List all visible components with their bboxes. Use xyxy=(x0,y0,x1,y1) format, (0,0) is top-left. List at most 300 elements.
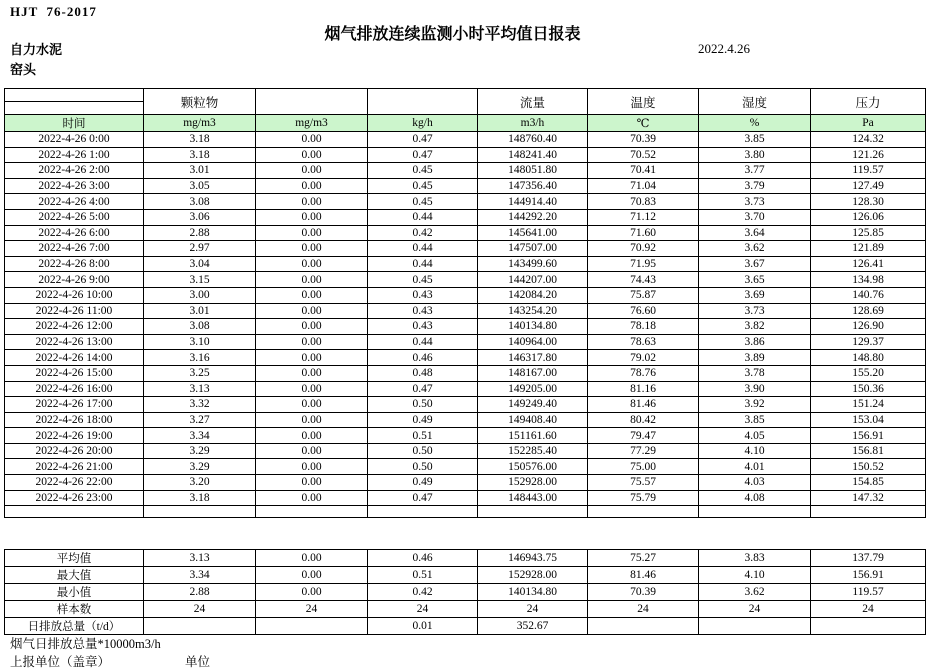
value-cell: 3.29 xyxy=(144,443,256,459)
summary-label-cell: 平均值 xyxy=(5,550,144,567)
empty-cell xyxy=(144,506,256,518)
summary-value-cell: 0.46 xyxy=(368,550,478,567)
value-cell: 152928.00 xyxy=(478,475,588,491)
summary-label-cell: 日排放总量（t/d） xyxy=(5,618,144,635)
value-cell: 0.00 xyxy=(256,334,368,350)
monitoring-table xyxy=(4,88,926,518)
value-cell: 148241.40 xyxy=(478,147,588,163)
unit-header-cell-1: mg/m3 xyxy=(144,115,256,132)
value-cell: 155.20 xyxy=(811,365,926,381)
summary-value-cell: 3.34 xyxy=(144,567,256,584)
value-cell: 2.97 xyxy=(144,241,256,257)
standard-code: HJT 76-2017 xyxy=(10,4,97,19)
value-cell: 3.65 xyxy=(699,272,811,288)
value-cell: 0.50 xyxy=(368,397,478,413)
value-cell: 147507.00 xyxy=(478,241,588,257)
value-cell: 3.29 xyxy=(144,459,256,475)
spacer-row xyxy=(5,506,926,518)
value-cell: 0.49 xyxy=(368,412,478,428)
unit-header-cell-7: Pa xyxy=(811,115,926,132)
value-cell: 156.81 xyxy=(811,443,926,459)
value-cell: 75.57 xyxy=(588,475,699,491)
value-cell: 79.02 xyxy=(588,350,699,366)
value-cell: 70.52 xyxy=(588,147,699,163)
monitor-point-name: 窑头 xyxy=(10,62,37,77)
value-cell: 144207.00 xyxy=(478,272,588,288)
value-cell: 0.43 xyxy=(368,287,478,303)
table-row xyxy=(5,132,926,148)
value-cell: 0.44 xyxy=(368,256,478,272)
page-title: 烟气排放连续监测小时平均值日报表 xyxy=(324,26,581,43)
value-cell: 143254.20 xyxy=(478,303,588,319)
value-cell: 0.00 xyxy=(256,272,368,288)
summary-value-cell: 0.00 xyxy=(256,584,368,601)
value-cell: 0.00 xyxy=(256,428,368,444)
value-cell: 0.44 xyxy=(368,334,478,350)
value-cell: 156.91 xyxy=(811,428,926,444)
value-cell: 78.18 xyxy=(588,319,699,335)
value-cell: 75.79 xyxy=(588,490,699,506)
value-cell: 0.00 xyxy=(256,319,368,335)
value-cell: 148.80 xyxy=(811,350,926,366)
group-header-cell-6: 湿度 xyxy=(699,89,811,115)
table-row xyxy=(5,365,926,381)
value-cell: 0.00 xyxy=(256,132,368,148)
time-cell: 2022-4-26 9:00 xyxy=(5,272,144,288)
time-cell: 2022-4-26 1:00 xyxy=(5,147,144,163)
group-header-cell-1: 颗粒物 xyxy=(144,89,256,115)
table-row xyxy=(5,334,926,350)
time-cell: 2022-4-26 4:00 xyxy=(5,194,144,210)
value-cell: 149408.40 xyxy=(478,412,588,428)
value-cell: 148760.40 xyxy=(478,132,588,148)
value-cell: 3.85 xyxy=(699,132,811,148)
value-cell: 75.87 xyxy=(588,287,699,303)
summary-value-cell: 2.88 xyxy=(144,584,256,601)
summary-label-cell: 最小值 xyxy=(5,584,144,601)
value-cell: 0.50 xyxy=(368,443,478,459)
table-row xyxy=(5,412,926,428)
value-cell: 3.80 xyxy=(699,147,811,163)
value-cell: 148167.00 xyxy=(478,365,588,381)
value-cell: 146317.80 xyxy=(478,350,588,366)
summary-value-cell: 0.00 xyxy=(256,550,368,567)
value-cell: 70.83 xyxy=(588,194,699,210)
summary-value-cell: 24 xyxy=(588,601,699,618)
table-body xyxy=(5,132,926,518)
value-cell: 0.45 xyxy=(368,178,478,194)
value-cell: 144292.20 xyxy=(478,209,588,225)
summary-value-cell: 137.79 xyxy=(811,550,926,567)
value-cell: 4.05 xyxy=(699,428,811,444)
value-cell: 3.79 xyxy=(699,178,811,194)
value-cell: 0.00 xyxy=(256,350,368,366)
value-cell: 3.10 xyxy=(144,334,256,350)
table-row xyxy=(5,147,926,163)
time-cell: 2022-4-26 23:00 xyxy=(5,490,144,506)
table-row xyxy=(5,256,926,272)
table-row xyxy=(5,490,926,506)
group-header-cell-7: 压力 xyxy=(811,89,926,115)
summary-label-cell: 最大值 xyxy=(5,567,144,584)
summary-value-cell: 152928.00 xyxy=(478,567,588,584)
value-cell: 3.85 xyxy=(699,412,811,428)
value-cell: 152285.40 xyxy=(478,443,588,459)
value-cell: 0.00 xyxy=(256,241,368,257)
value-cell: 3.77 xyxy=(699,163,811,179)
value-cell: 0.00 xyxy=(256,490,368,506)
value-cell: 3.13 xyxy=(144,381,256,397)
summary-label-cell: 样本数 xyxy=(5,601,144,618)
time-header-lower-cell xyxy=(5,102,144,115)
value-cell: 3.70 xyxy=(699,209,811,225)
time-cell: 2022-4-26 7:00 xyxy=(5,241,144,257)
value-cell: 0.44 xyxy=(368,209,478,225)
summary-value-cell: 0.01 xyxy=(368,618,478,635)
summary-row xyxy=(5,550,926,567)
value-cell: 3.73 xyxy=(699,303,811,319)
value-cell: 143499.60 xyxy=(478,256,588,272)
time-cell: 2022-4-26 3:00 xyxy=(5,178,144,194)
table-row xyxy=(5,443,926,459)
value-cell: 144914.40 xyxy=(478,194,588,210)
time-cell: 2022-4-26 15:00 xyxy=(5,365,144,381)
value-cell: 3.08 xyxy=(144,319,256,335)
summary-value-cell xyxy=(256,618,368,635)
table-row xyxy=(5,163,926,179)
footer-note: 烟气日排放总量*10000m3/h xyxy=(10,637,161,651)
summary-value-cell: 24 xyxy=(144,601,256,618)
table-row xyxy=(5,241,926,257)
table-row xyxy=(5,209,926,225)
table-row xyxy=(5,397,926,413)
value-cell: 149205.00 xyxy=(478,381,588,397)
value-cell: 77.29 xyxy=(588,443,699,459)
summary-value-cell: 140134.80 xyxy=(478,584,588,601)
summary-value-cell: 0.51 xyxy=(368,567,478,584)
value-cell: 145641.00 xyxy=(478,225,588,241)
value-cell: 0.47 xyxy=(368,381,478,397)
summary-value-cell: 4.10 xyxy=(699,567,811,584)
value-cell: 126.41 xyxy=(811,256,926,272)
value-cell: 3.69 xyxy=(699,287,811,303)
time-cell: 2022-4-26 11:00 xyxy=(5,303,144,319)
time-cell: 2022-4-26 18:00 xyxy=(5,412,144,428)
table-row xyxy=(5,319,926,335)
empty-cell xyxy=(811,506,926,518)
value-cell: 0.47 xyxy=(368,132,478,148)
time-cell: 2022-4-26 20:00 xyxy=(5,443,144,459)
value-cell: 134.98 xyxy=(811,272,926,288)
value-cell: 3.25 xyxy=(144,365,256,381)
time-cell: 2022-4-26 21:00 xyxy=(5,459,144,475)
value-cell: 128.30 xyxy=(811,194,926,210)
value-cell: 154.85 xyxy=(811,475,926,491)
value-cell: 0.00 xyxy=(256,163,368,179)
value-cell: 75.00 xyxy=(588,459,699,475)
value-cell: 71.95 xyxy=(588,256,699,272)
time-cell: 2022-4-26 17:00 xyxy=(5,397,144,413)
summary-row xyxy=(5,601,926,618)
value-cell: 121.89 xyxy=(811,241,926,257)
value-cell: 3.27 xyxy=(144,412,256,428)
value-cell: 3.18 xyxy=(144,147,256,163)
value-cell: 79.47 xyxy=(588,428,699,444)
value-cell: 4.01 xyxy=(699,459,811,475)
summary-value-cell: 24 xyxy=(256,601,368,618)
value-cell: 126.06 xyxy=(811,209,926,225)
summary-value-cell: 81.46 xyxy=(588,567,699,584)
value-cell: 150.52 xyxy=(811,459,926,475)
value-cell: 0.43 xyxy=(368,303,478,319)
value-cell: 124.32 xyxy=(811,132,926,148)
value-cell: 4.10 xyxy=(699,443,811,459)
value-cell: 140.76 xyxy=(811,287,926,303)
empty-cell xyxy=(368,506,478,518)
summary-value-cell xyxy=(144,618,256,635)
time-cell: 2022-4-26 16:00 xyxy=(5,381,144,397)
value-cell: 0.45 xyxy=(368,163,478,179)
value-cell: 0.00 xyxy=(256,225,368,241)
table-row xyxy=(5,428,926,444)
value-cell: 3.78 xyxy=(699,365,811,381)
value-cell: 147.32 xyxy=(811,490,926,506)
group-header-row xyxy=(5,89,926,102)
value-cell: 140134.80 xyxy=(478,319,588,335)
value-cell: 0.00 xyxy=(256,287,368,303)
table-row xyxy=(5,459,926,475)
value-cell: 3.04 xyxy=(144,256,256,272)
value-cell: 0.50 xyxy=(368,459,478,475)
value-cell: 128.69 xyxy=(811,303,926,319)
time-cell: 2022-4-26 19:00 xyxy=(5,428,144,444)
value-cell: 0.00 xyxy=(256,443,368,459)
table-row xyxy=(5,350,926,366)
value-cell: 0.46 xyxy=(368,350,478,366)
value-cell: 3.05 xyxy=(144,178,256,194)
group-header-cell-5: 温度 xyxy=(588,89,699,115)
empty-cell xyxy=(5,506,144,518)
summary-value-cell xyxy=(811,618,926,635)
unit-header-cell-5: ℃ xyxy=(588,115,699,132)
value-cell: 74.43 xyxy=(588,272,699,288)
summary-value-cell: 75.27 xyxy=(588,550,699,567)
summary-value-cell: 3.83 xyxy=(699,550,811,567)
summary-value-cell xyxy=(588,618,699,635)
value-cell: 3.73 xyxy=(699,194,811,210)
value-cell: 142084.20 xyxy=(478,287,588,303)
value-cell: 3.20 xyxy=(144,475,256,491)
summary-value-cell: 0.42 xyxy=(368,584,478,601)
value-cell: 153.04 xyxy=(811,412,926,428)
group-header-cell-3 xyxy=(368,89,478,115)
unit-header-cell-6: % xyxy=(699,115,811,132)
time-cell: 2022-4-26 5:00 xyxy=(5,209,144,225)
value-cell: 3.82 xyxy=(699,319,811,335)
value-cell: 148443.00 xyxy=(478,490,588,506)
value-cell: 3.67 xyxy=(699,256,811,272)
value-cell: 0.00 xyxy=(256,381,368,397)
value-cell: 3.00 xyxy=(144,287,256,303)
summary-value-cell: 3.62 xyxy=(699,584,811,601)
value-cell: 151.24 xyxy=(811,397,926,413)
value-cell: 81.16 xyxy=(588,381,699,397)
value-cell: 76.60 xyxy=(588,303,699,319)
summary-value-cell: 0.00 xyxy=(256,567,368,584)
value-cell: 0.48 xyxy=(368,365,478,381)
summary-value-cell: 156.91 xyxy=(811,567,926,584)
value-cell: 71.04 xyxy=(588,178,699,194)
value-cell: 3.34 xyxy=(144,428,256,444)
value-cell: 0.42 xyxy=(368,225,478,241)
summary-value-cell: 70.39 xyxy=(588,584,699,601)
value-cell: 0.00 xyxy=(256,209,368,225)
value-cell: 148051.80 xyxy=(478,163,588,179)
table-row xyxy=(5,225,926,241)
table-row xyxy=(5,272,926,288)
value-cell: 126.90 xyxy=(811,319,926,335)
unit-label: 单位 xyxy=(185,655,211,669)
value-cell: 2.88 xyxy=(144,225,256,241)
time-cell: 2022-4-26 6:00 xyxy=(5,225,144,241)
report-unit-label: 上报单位（盖章） xyxy=(10,655,111,669)
value-cell: 78.76 xyxy=(588,365,699,381)
table-row xyxy=(5,381,926,397)
value-cell: 119.57 xyxy=(811,163,926,179)
unit-header-cell-2: mg/m3 xyxy=(256,115,368,132)
value-cell: 129.37 xyxy=(811,334,926,350)
value-cell: 78.63 xyxy=(588,334,699,350)
summary-row xyxy=(5,584,926,601)
value-cell: 0.49 xyxy=(368,475,478,491)
value-cell: 71.12 xyxy=(588,209,699,225)
value-cell: 0.00 xyxy=(256,194,368,210)
table-row xyxy=(5,287,926,303)
value-cell: 81.46 xyxy=(588,397,699,413)
summary-value-cell: 24 xyxy=(368,601,478,618)
value-cell: 127.49 xyxy=(811,178,926,194)
value-cell: 0.51 xyxy=(368,428,478,444)
table-row xyxy=(5,178,926,194)
value-cell: 71.60 xyxy=(588,225,699,241)
summary-value-cell xyxy=(699,618,811,635)
value-cell: 3.92 xyxy=(699,397,811,413)
value-cell: 3.18 xyxy=(144,490,256,506)
time-cell: 2022-4-26 22:00 xyxy=(5,475,144,491)
time-cell: 2022-4-26 8:00 xyxy=(5,256,144,272)
summary-value-cell: 352.67 xyxy=(478,618,588,635)
unit-header-cell-4: m3/h xyxy=(478,115,588,132)
value-cell: 147356.40 xyxy=(478,178,588,194)
value-cell: 0.47 xyxy=(368,147,478,163)
value-cell: 3.01 xyxy=(144,163,256,179)
summary-value-cell: 146943.75 xyxy=(478,550,588,567)
value-cell: 125.85 xyxy=(811,225,926,241)
value-cell: 3.08 xyxy=(144,194,256,210)
value-cell: 0.45 xyxy=(368,194,478,210)
empty-cell xyxy=(478,506,588,518)
summary-value-cell: 24 xyxy=(478,601,588,618)
value-cell: 0.44 xyxy=(368,241,478,257)
value-cell: 3.62 xyxy=(699,241,811,257)
value-cell: 140964.00 xyxy=(478,334,588,350)
value-cell: 0.00 xyxy=(256,412,368,428)
time-cell: 2022-4-26 14:00 xyxy=(5,350,144,366)
table-row xyxy=(5,303,926,319)
time-cell: 2022-4-26 10:00 xyxy=(5,287,144,303)
value-cell: 3.32 xyxy=(144,397,256,413)
empty-cell xyxy=(699,506,811,518)
value-cell: 70.41 xyxy=(588,163,699,179)
time-header-upper-cell xyxy=(5,89,144,102)
value-cell: 150576.00 xyxy=(478,459,588,475)
value-cell: 0.00 xyxy=(256,397,368,413)
value-cell: 3.15 xyxy=(144,272,256,288)
value-cell: 70.92 xyxy=(588,241,699,257)
value-cell: 3.01 xyxy=(144,303,256,319)
value-cell: 3.16 xyxy=(144,350,256,366)
value-cell: 0.43 xyxy=(368,319,478,335)
table-row xyxy=(5,475,926,491)
value-cell: 70.39 xyxy=(588,132,699,148)
summary-row xyxy=(5,567,926,584)
value-cell: 3.89 xyxy=(699,350,811,366)
value-cell: 80.42 xyxy=(588,412,699,428)
value-cell: 0.00 xyxy=(256,178,368,194)
value-cell: 0.00 xyxy=(256,303,368,319)
time-cell: 2022-4-26 0:00 xyxy=(5,132,144,148)
report-date: 2022.4.26 xyxy=(698,41,750,56)
value-cell: 0.00 xyxy=(256,365,368,381)
time-cell: 2022-4-26 12:00 xyxy=(5,319,144,335)
value-cell: 3.06 xyxy=(144,209,256,225)
summary-value-cell: 24 xyxy=(811,601,926,618)
value-cell: 149249.40 xyxy=(478,397,588,413)
summary-body xyxy=(5,550,926,635)
value-cell: 0.47 xyxy=(368,490,478,506)
group-header-cell-4: 流量 xyxy=(478,89,588,115)
unit-header-cell-3: kg/h xyxy=(368,115,478,132)
value-cell: 0.45 xyxy=(368,272,478,288)
value-cell: 150.36 xyxy=(811,381,926,397)
table-header xyxy=(5,89,926,132)
empty-cell xyxy=(256,506,368,518)
unit-header-row xyxy=(5,115,926,132)
unit-header-cell-0: 时间 xyxy=(5,115,144,132)
value-cell: 0.00 xyxy=(256,256,368,272)
value-cell: 3.90 xyxy=(699,381,811,397)
summary-value-cell: 119.57 xyxy=(811,584,926,601)
empty-cell xyxy=(588,506,699,518)
table-row xyxy=(5,194,926,210)
summary-row xyxy=(5,618,926,635)
enterprise-name: 自力水泥 xyxy=(10,42,63,57)
time-cell: 2022-4-26 2:00 xyxy=(5,163,144,179)
value-cell: 0.00 xyxy=(256,475,368,491)
group-header-cell-2 xyxy=(256,89,368,115)
time-cell: 2022-4-26 13:00 xyxy=(5,334,144,350)
value-cell: 121.26 xyxy=(811,147,926,163)
value-cell: 0.00 xyxy=(256,459,368,475)
value-cell: 4.08 xyxy=(699,490,811,506)
value-cell: 4.03 xyxy=(699,475,811,491)
value-cell: 3.64 xyxy=(699,225,811,241)
value-cell: 3.18 xyxy=(144,132,256,148)
value-cell: 3.86 xyxy=(699,334,811,350)
value-cell: 151161.60 xyxy=(478,428,588,444)
value-cell: 0.00 xyxy=(256,147,368,163)
summary-value-cell: 3.13 xyxy=(144,550,256,567)
